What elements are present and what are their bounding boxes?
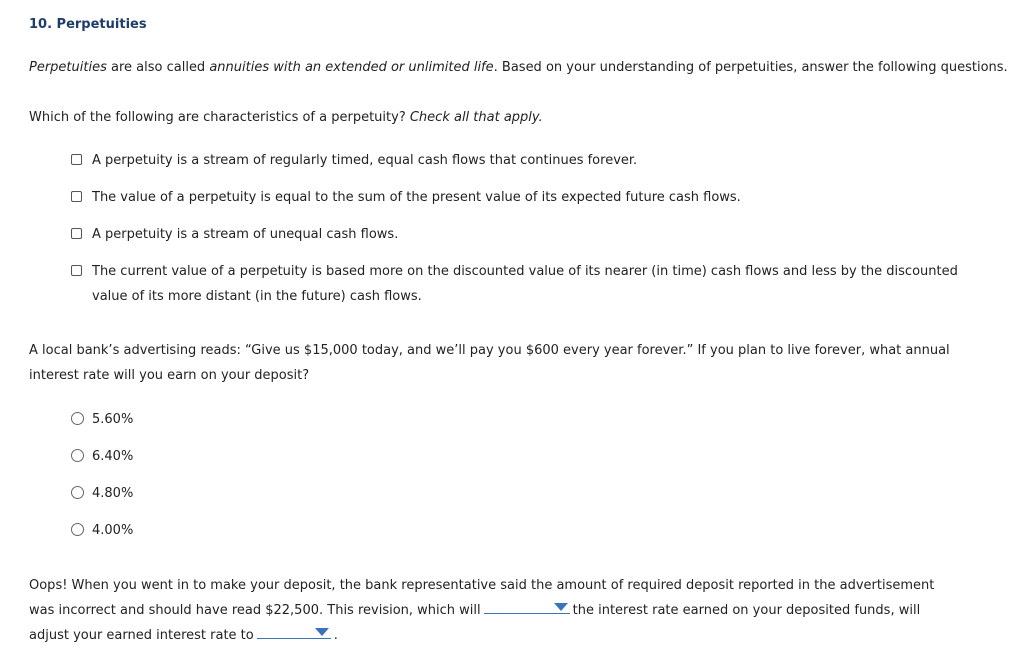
question3-part2: the interest rate earned on your deposited funds, will adjust your earned interest rate to xyxy=(29,603,921,643)
checkbox-icon[interactable] xyxy=(71,228,82,239)
intro-part1: are also called xyxy=(106,60,210,75)
radio-icon[interactable] xyxy=(71,412,84,425)
radio-label: 5.60% xyxy=(92,412,134,427)
intro-term: Perpetuities xyxy=(29,60,107,75)
question3-part1: Oops! When you went in to make your deposit, the bank representative said the amount of required deposit reported in the advertisement was incorrect and should have read $22,500. This revision, which will xyxy=(29,578,935,618)
radio-label: 6.40% xyxy=(92,449,134,464)
direction-dropdown[interactable] xyxy=(484,599,570,614)
question2-prompt: A local bank’s advertising reads: “Give us $15,000 today, and we’ll pay you $600 every year forever.” If you plan to live forever, what annual interest rate will you earn on your deposit? xyxy=(29,343,950,383)
checkbox-icon[interactable] xyxy=(71,154,82,165)
intro-text xyxy=(29,60,1008,75)
rate-dropdown[interactable] xyxy=(257,624,331,639)
question3-part3: . xyxy=(333,628,338,643)
question1-text: Which of the following are characteristics of a perpetuity? xyxy=(29,110,410,125)
chevron-down-icon[interactable] xyxy=(554,603,568,611)
radio-icon[interactable] xyxy=(71,449,84,462)
checkbox-icon[interactable] xyxy=(71,265,82,276)
question-title: 10. Perpetuities xyxy=(29,17,147,32)
intro-phrase: annuities with an extended or unlimited life xyxy=(209,60,494,75)
question1-prompt xyxy=(29,110,543,125)
intro-part2: . Based on your understanding of perpetuities, answer the following questions. xyxy=(493,60,1008,75)
chevron-down-icon[interactable] xyxy=(315,628,329,636)
radio-icon[interactable] xyxy=(71,523,84,536)
radio-icon[interactable] xyxy=(71,486,84,499)
checkbox-label: A perpetuity is a stream of regularly timed, equal cash flows that continues forever. xyxy=(92,153,638,168)
question3-text xyxy=(29,573,954,648)
radio-label: 4.00% xyxy=(92,523,134,538)
checkbox-label-line1: The current value of a perpetuity is based more on the discounted value of its nearer (in time) cash flows and less by the discounted xyxy=(92,264,958,279)
question1-instruction: Check all that apply. xyxy=(409,110,543,125)
checkbox-label-line2: value of its more distant (in the future) cash flows. xyxy=(92,289,422,304)
checkbox-label: A perpetuity is a stream of unequal cash flows. xyxy=(92,227,399,242)
radio-label: 4.80% xyxy=(92,486,134,501)
checkbox-icon[interactable] xyxy=(71,191,82,202)
checkbox-label: The value of a perpetuity is equal to the sum of the present value of its expected future cash flows. xyxy=(92,190,741,205)
